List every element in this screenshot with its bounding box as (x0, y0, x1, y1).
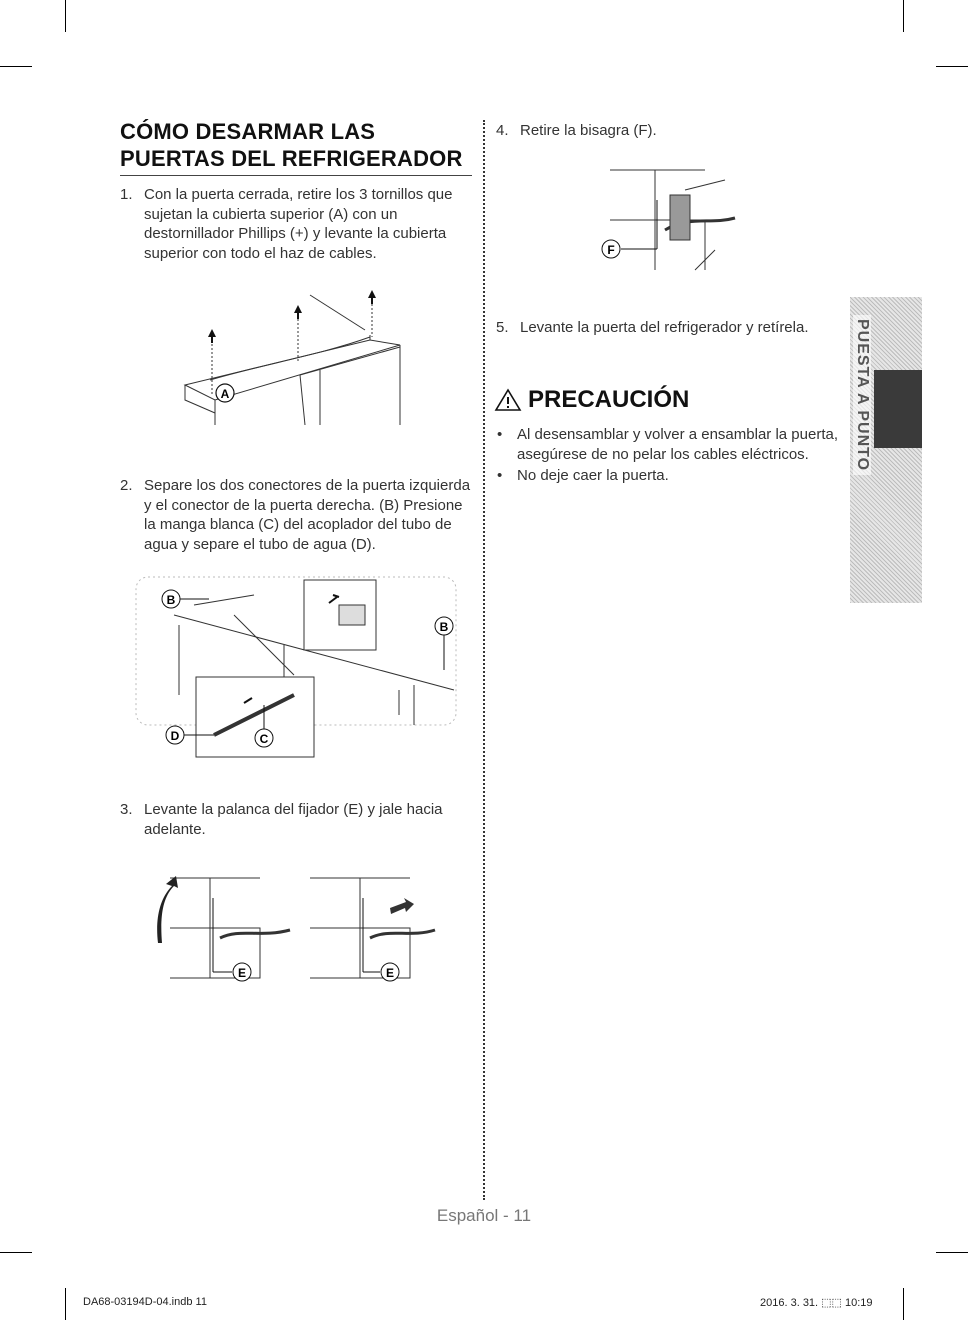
callout-c: C (259, 732, 269, 746)
step-number: 1. (120, 186, 133, 203)
side-tab-marker (874, 370, 922, 448)
page-title: CÓMO DESARMAR LAS PUERTAS DEL REFRIGERADOR (120, 119, 463, 171)
step-text: Levante la puerta del refrigerador y retírela. (520, 319, 809, 336)
page-footer: Español - 11 (436, 1206, 532, 1225)
title-rule (120, 175, 472, 176)
crop-mark (0, 66, 32, 67)
step-number: 3. (120, 801, 133, 818)
callout-b: B (166, 593, 176, 607)
warning-triangle-icon (494, 388, 522, 412)
step-text: Retire la bisagra (F). (520, 122, 657, 139)
figure-lever (150, 868, 450, 993)
crop-mark (936, 1252, 968, 1253)
section-side-tab (850, 297, 922, 603)
figure-hinge (595, 160, 745, 278)
callout-a: A (220, 387, 230, 401)
crop-mark (65, 1288, 66, 1320)
crop-mark (903, 0, 904, 32)
crop-mark (936, 66, 968, 67)
callout-e: E (385, 966, 395, 980)
callout-e: E (237, 966, 247, 980)
step-text: Con la puerta cerrada, retire los 3 tornillos que sujetan la cubierta superior (A) con un destornillador Phillips (+) y levante la cubierta superior con todo el haz de cables. (144, 186, 453, 262)
crop-mark (65, 0, 66, 32)
crop-mark (903, 1288, 904, 1320)
imprint-file: DA68-03194D-04.indb 11 (83, 1296, 207, 1308)
caution-heading (494, 386, 689, 414)
caution-bullet-text: Al desensamblar y volver a ensamblar la puerta, asegúrese de no pelar los cables eléctricos. (517, 426, 838, 463)
callout-d: D (170, 729, 180, 743)
imprint-date: 2016. 3. 31. ⬚⬚ 10:19 (760, 1297, 873, 1309)
figure-top-cover (170, 285, 420, 430)
step-number: 5. (496, 319, 509, 336)
side-tab-label: PUESTA A PUNTO (853, 315, 871, 475)
step-number: 2. (120, 477, 133, 494)
crop-mark (0, 1252, 32, 1253)
figure-connectors (134, 575, 459, 760)
caution-title: PRECAUCIÓN (528, 386, 690, 413)
caution-bullet-text: No deje caer la puerta. (517, 467, 669, 484)
step-text: Separe los dos conectores de la puerta izquierda y el conector de la puerta derecha. (B) Presione la manga blanca (C) del acoplador del tubo de agua y separe el tubo de agua (D). (144, 477, 471, 553)
column-divider (483, 120, 485, 1200)
step-text: Levante la palanca del fijador (E) y jale hacia adelante. (144, 801, 443, 838)
callout-b: B (439, 620, 449, 634)
step-number: 4. (496, 122, 509, 139)
callout-f: F (607, 243, 615, 257)
